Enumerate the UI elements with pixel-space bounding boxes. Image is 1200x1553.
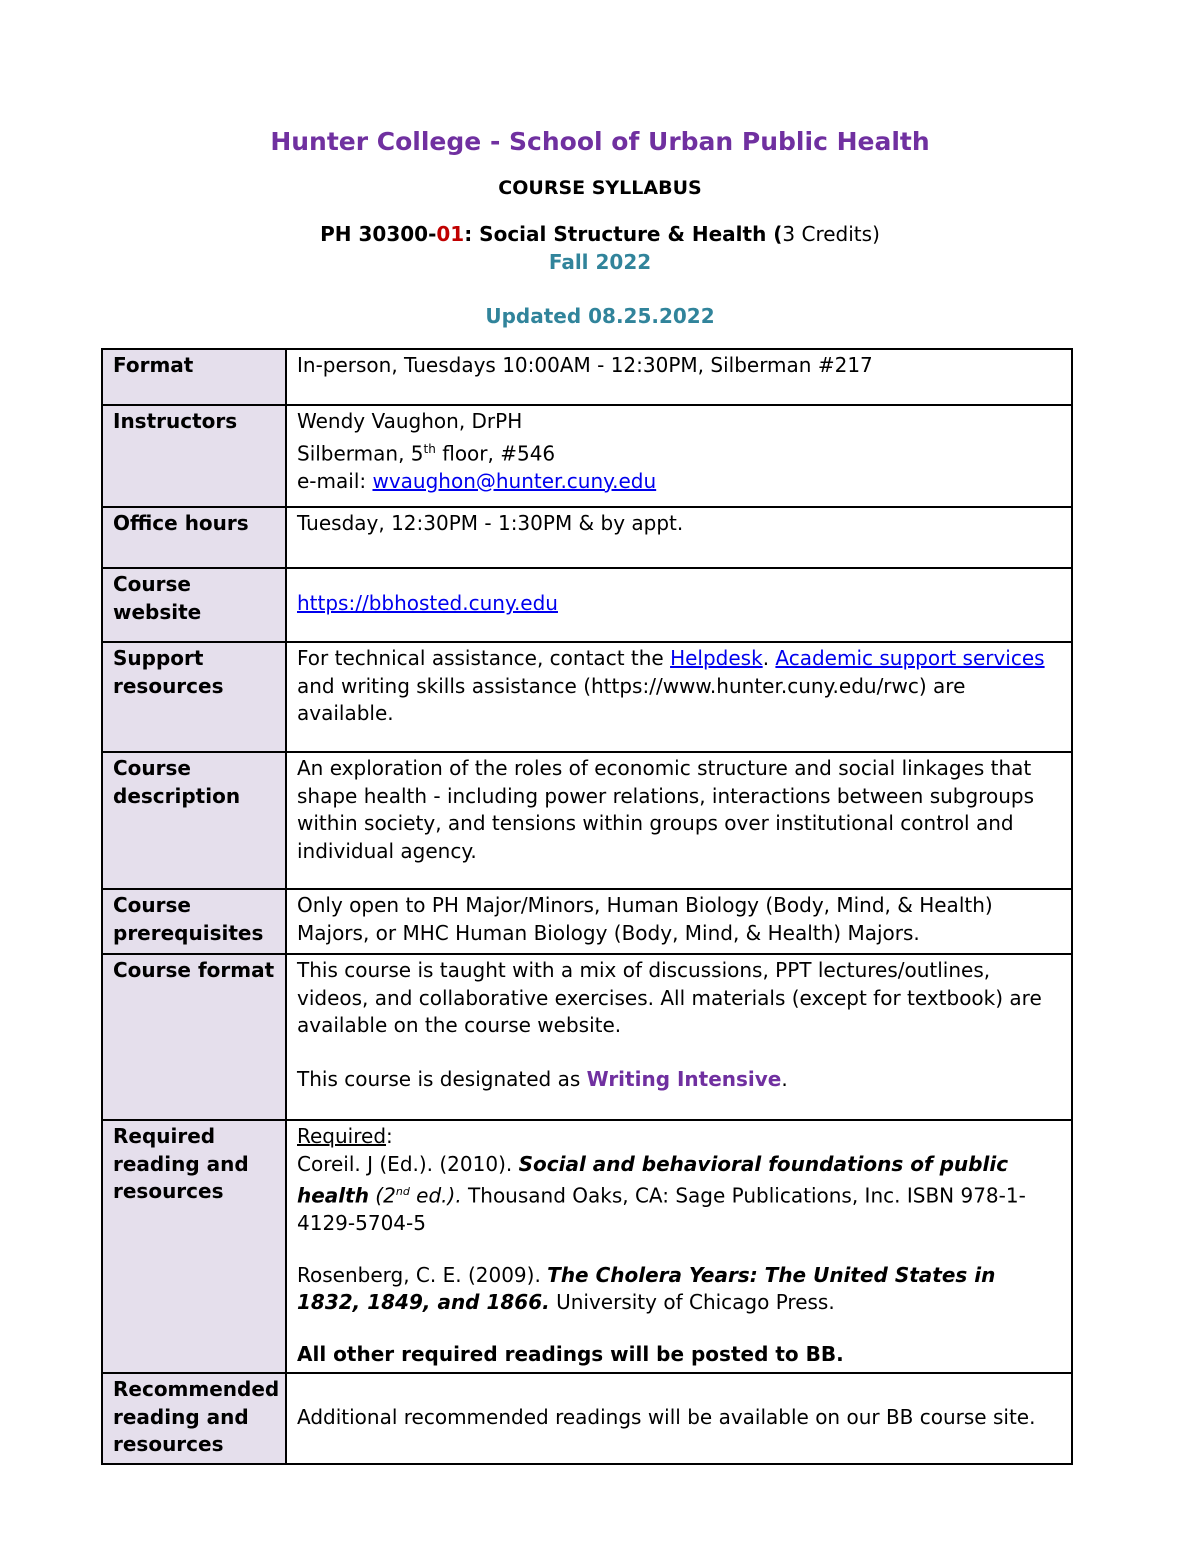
course-credits: 3 Credits) — [782, 222, 880, 246]
instructor-email-link[interactable]: wvaughon@hunter.cuny.edu — [372, 468, 657, 493]
instructors-label: Instructors — [102, 405, 286, 507]
course-title-line — [0, 220, 1200, 248]
institution-title: Hunter College - School of Urban Public Health — [270, 127, 930, 156]
course-section: 01 — [436, 222, 465, 246]
course-format-paragraph: This course is taught with a mix of discussions, PPT lectures/outlines, videos, and collaborative exercises. All materials (except for textbook) are available on the course website. — [297, 958, 1042, 1037]
instructor-office: Silberman, 5th floor, #546 — [297, 441, 556, 466]
course-info-table — [101, 348, 1073, 1465]
table-row — [102, 752, 1072, 889]
support-label: Support resources — [102, 642, 286, 752]
required-heading: Required: — [297, 1124, 393, 1148]
format-value: In-person, Tuesdays 10:00AM - 12:30PM, Silberman #217 — [286, 349, 1072, 405]
helpdesk-link[interactable]: Helpdesk — [670, 646, 763, 670]
updated-date: Updated 08.25.2022 — [485, 304, 715, 328]
recommended-reading-value: Additional recommended readings will be available on our BB course site. — [286, 1373, 1072, 1464]
writing-intensive-line: This course is designated as Writing Intensive. — [297, 1066, 788, 1091]
document-header — [0, 122, 1200, 330]
table-row — [102, 1373, 1072, 1464]
course-format-value — [286, 954, 1072, 1120]
prerequisites-label: Course prerequisites — [102, 889, 286, 954]
required-reading-value — [286, 1120, 1072, 1373]
table-row — [102, 954, 1072, 1120]
reference-coreil: Coreil. J (Ed.). (2010). Social and behavioral foundations of public health (2nd ed.). Thousand Oaks, CA: Sage Publications, Inc. ISBN 978-1-4129-5704-5 — [297, 1151, 1026, 1236]
website-value — [286, 568, 1072, 642]
office-hours-value: Tuesday, 12:30PM - 1:30PM & by appt. — [286, 507, 1072, 568]
description-value: An exploration of the roles of economic structure and social linkages that shape health - including power relations, interactions between subgroups within society, and tensions within groups over institutional control and individual agency. — [286, 752, 1072, 889]
instructor-email-line: e-mail: wvaughon@hunter.cuny.edu — [297, 468, 657, 493]
table-row — [102, 349, 1072, 405]
table-row — [102, 568, 1072, 642]
writing-intensive-label: Writing Intensive — [586, 1066, 782, 1091]
table-row — [102, 642, 1072, 752]
office-hours-label: Office hours — [102, 507, 286, 568]
format-label: Format — [102, 349, 286, 405]
description-label: Course description — [102, 752, 286, 889]
table-row — [102, 405, 1072, 507]
table-row — [102, 1120, 1072, 1373]
course-term: Fall 2022 — [548, 250, 652, 274]
required-note: All other required readings will be posted to BB. — [297, 1341, 844, 1366]
course-code: PH 30300- — [320, 222, 437, 246]
document-type: COURSE SYLLABUS — [498, 177, 702, 199]
required-reading-label: Required reading and resources — [102, 1120, 286, 1373]
support-value: For technical assistance, contact the Helpdesk. Academic support services and writing skills assistance (https://www.hunter.cuny.edu/rwc) are available. — [286, 642, 1072, 752]
table-row — [102, 889, 1072, 954]
academic-support-link[interactable]: Academic support services — [775, 646, 1045, 670]
course-format-label: Course format — [102, 954, 286, 1120]
reference-rosenberg: Rosenberg, C. E. (2009). The Cholera Years: The United States in 1832, 1849, and 1866. University of Chicago Press. — [297, 1262, 996, 1315]
course-website-link[interactable]: https://bbhosted.cuny.edu — [297, 591, 558, 616]
table-row — [102, 507, 1072, 568]
course-name: : Social Structure & Health ( — [464, 222, 783, 246]
prerequisites-value: Only open to PH Major/Minors, Human Biology (Body, Mind, & Health) Majors, or MHC Human Biology (Body, Mind, & Health) Majors. — [286, 889, 1072, 954]
recommended-reading-label: Recommended reading and resources — [102, 1373, 286, 1464]
instructors-value — [286, 405, 1072, 507]
website-label: Course website — [102, 568, 286, 642]
instructor-name: Wendy Vaughon, DrPH — [297, 409, 523, 433]
